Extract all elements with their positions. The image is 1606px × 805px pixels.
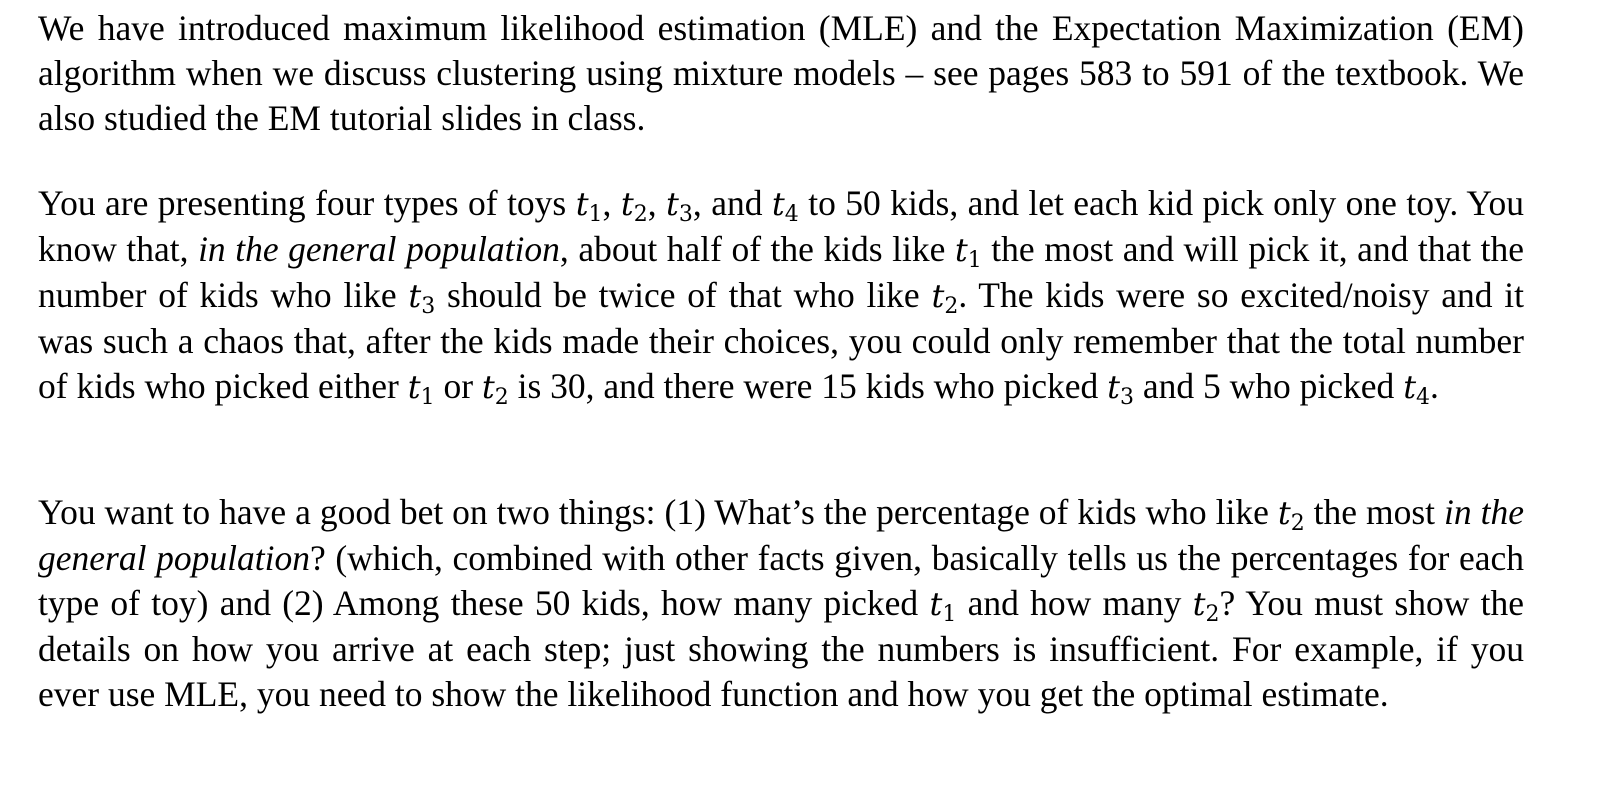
text-run: ,: [647, 183, 667, 223]
text-run: .: [1430, 366, 1439, 406]
text-run: and how many: [956, 583, 1193, 623]
text-run: You want to have a good bet on two things: (1) What’s the percentage of kids who like: [38, 492, 1278, 532]
math-t2: $t_2$: [931, 277, 959, 319]
text-run: ,: [602, 183, 621, 223]
math-t2: $t_2$: [620, 185, 648, 227]
text-run: ? (which, combined with other facts given, basically tells us the percentages for each type of toy) and (2) Among these 50 kids, how many picked: [38, 538, 1525, 623]
text-run: to 50 kids, and let each kid pick only one toy. You know that,: [38, 183, 1524, 269]
math-t3: $t_3$: [1107, 368, 1135, 410]
math-t2: $t_2$: [1277, 494, 1305, 536]
paragraph-intro: [38, 6, 1524, 141]
text-run: is 30, and there were 15 kids who picked: [508, 366, 1108, 406]
text-run: . The kids were so excited/noisy and it was such a chaos that, after the kids made their choices, you could only remember that the total number of kids who picked either: [38, 275, 1524, 406]
text-run: and 5 who picked: [1134, 366, 1404, 406]
math-t2: $t_2$: [1192, 585, 1220, 627]
math-t3: $t_3$: [408, 277, 436, 319]
text-run: the most and will pick it, and that the number of kids who like: [38, 229, 1525, 315]
math-t3: $t_3$: [666, 185, 693, 227]
text-run: You are presenting four types of toys: [38, 183, 576, 223]
emphasis-general-population: in the general population: [198, 229, 560, 269]
text-run: , and: [692, 183, 772, 223]
paragraph-questions: [38, 490, 1524, 717]
math-t1: $t_1$: [407, 368, 435, 410]
math-t1: $t_1$: [929, 585, 957, 627]
math-t1: $t_1$: [954, 231, 982, 273]
math-t4: $t_4$: [1403, 368, 1431, 410]
math-t2: $t_2$: [481, 368, 509, 410]
text-run: the most: [1304, 492, 1445, 532]
text-run: or: [434, 366, 482, 406]
math-t1: $t_1$: [575, 185, 603, 227]
math-t4: $t_4$: [771, 185, 799, 227]
emphasis-general-population: in the general population: [38, 492, 1524, 578]
text-run: should be twice of that who like: [435, 275, 932, 315]
paragraph-intro-text: We have introduced maximum likelihood estimation (MLE) and the Expectation Maximization (EM) algorithm when we discuss clustering using mixture models – see pages 583 to 591 of the textbook. We also studied the EM tutorial slides in class.: [38, 8, 1524, 138]
text-run: , about half of the kids like: [559, 229, 955, 269]
text-run: ? You must show the details on how you arrive at each step; just showing the numbers is insufficient. For example, if you ever use MLE, you need to show the likelihood function and how you get the optimal estimate.: [38, 583, 1525, 714]
paragraph-problem-setup: [38, 181, 1524, 410]
